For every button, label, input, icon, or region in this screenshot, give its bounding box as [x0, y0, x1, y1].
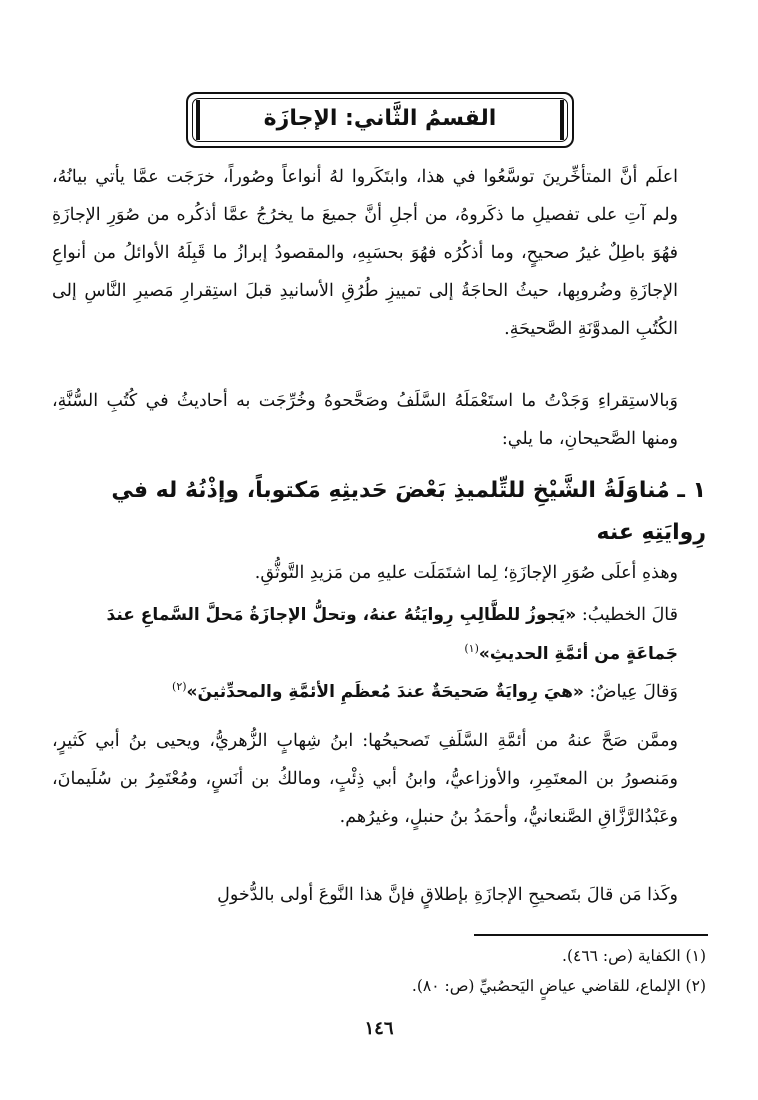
- paragraph-intro: اعلَم أنَّ المتأخِّرينَ توسَّعُوا في هذا، وابتَكَروا لهُ أنواعاً وصُوراً، خرَجَت عمَّا يأتي بيانُهُ، ولم آتِ على تفصيلِ ما ذكَروهُ، من أجلِ أنَّ جميعَ ما يخرُجُ عمَّا أذكُره من صُوَرِ الإجازَةِ فهُوَ باطِلٌ غيرُ صحيحٍ، وما أذكُرُه فهُوَ بحسَبِهِ، والمقصودُ إبرازُ ما قَبِلَهُ الأوائلُ من أنواعِ الإجازَةِ وضُروبِها، حيثُ الحاجَةُ إلى تمييزِ طُرُقِ الأسانيدِ قبلَ استِقرارِ مَصيرِ النَّاسِ إلى الكُتُبِ المدوَّنَةِ الصَّحيحَةِ.: [52, 167, 678, 339]
- section-title: القسمُ الثَّاني: الإجازَة: [263, 106, 497, 131]
- footnote-ref-2[interactable]: (٢): [172, 680, 187, 693]
- page-number: ١٤٦: [364, 1018, 394, 1039]
- khatib-quote: «يَجوزُ للطَّالِبِ رِوايَتُهُ عنهُ، وتحلُّ الإجازَةُ مَحلَّ السَّماعِ عندَ جَماعَةٍ من أئمَّةِ الحديثِ»: [106, 605, 678, 664]
- khatib-intro: قالَ الخطيبُ:: [576, 605, 678, 625]
- iyad-intro: وَقالَ عِياضٌ:: [583, 681, 678, 702]
- paragraph-induction: وَبالاستِقراءِ وَجَدْتُ ما استَعْمَلَهُ السَّلَفُ وصَحَّحوهُ وخُرِّجَت به أحاديثُ في كُتُبِ السُّنَّةِ، ومنها الصَّحيحانِ، ما يلي:: [52, 391, 678, 449]
- footnote-1: (١) الكفاية (ص: ٤٦٦).: [562, 947, 706, 965]
- footnote-divider: [474, 934, 708, 936]
- paragraph-khatib-quote: [52, 598, 706, 671]
- paragraph-continuation: وكَذا مَن قالَ بتَصحيحِ الإجازَةِ بإطلاقٍ فإنَّ هذا النَّوعَ أولى بالدُّخولِ: [217, 885, 678, 905]
- footnote-2: (٢) الإلماع، للقاضي عياضٍ اليَحصُبيِّ (ص: ٨٠).: [411, 977, 706, 995]
- paragraph-iyad-quote: [52, 670, 706, 709]
- section-title-frame: [186, 92, 574, 148]
- iyad-quote: «هيَ رِوايَةٌ صَحيحَةٌ عندَ مُعظَمِ الأئمَّةِ والمحدِّثينَ»: [186, 681, 584, 702]
- paragraph-highest-form: وهذهِ أعلَى صُوَرِ الإجازَةِ؛ لِما اشتَمَلَت عليهِ من مَزيدِ التَّوثُّقِ.: [254, 563, 678, 583]
- footnote-ref-1[interactable]: (١): [464, 642, 479, 655]
- subsection-heading: ١ ـ مُناوَلَةُ الشَّيْخِ للتِّلميذِ بَعْضَ حَديثِهِ مَكتوباً، وإذْنُهُ له في رِوايَتِهِ عنه: [111, 478, 706, 545]
- paragraph-imams-list: وممَّن صَحَّ عنهُ من أئمَّةِ السَّلَفِ تَصحيحُها: ابنُ شِهابٍ الزُّهريُّ، ويحيى بنُ أبي كَثيرٍ، ومَنصورُ بن المعتَمِرِ، والأوزاعيُّ، وابنُ أبي ذِئْبٍ، ومالكُ بن أنَسٍ، ومُعْتَمِرُ بن سُلَيمانَ، وعَبْدُالرَّزَّاقِ الصَّنعانيُّ، وأحمَدُ بنُ حنبلٍ، وغيرُهم.: [52, 731, 678, 827]
